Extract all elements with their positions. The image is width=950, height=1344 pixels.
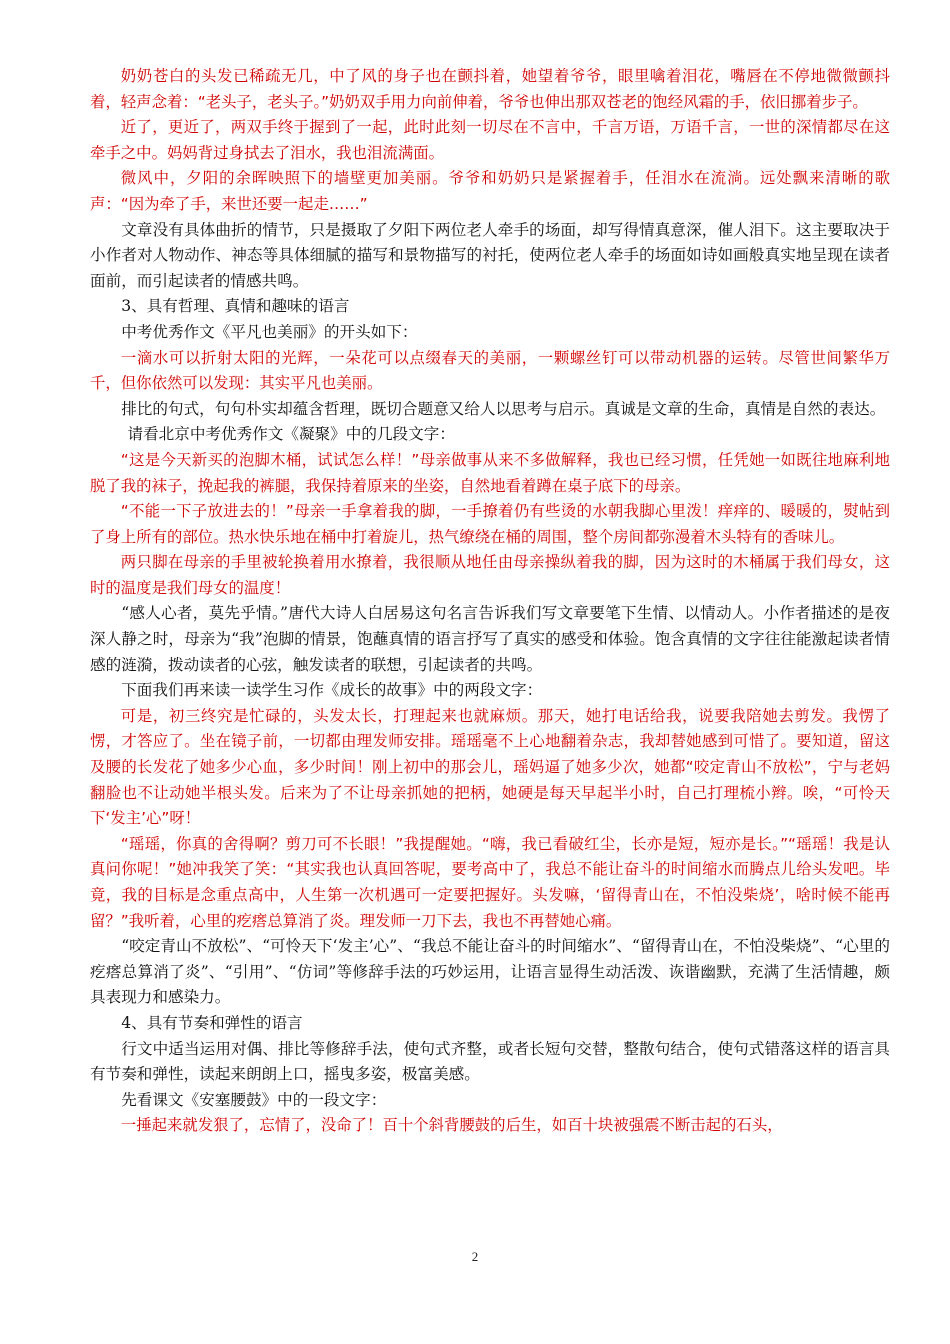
commentary-paragraph: 先看课文《安塞腰鼓》中的一段文字： — [121, 1090, 387, 1109]
commentary-paragraph: 行文中适当运用对偶、排比等修辞手法，使句式齐整，或者长短句交替，整散句结合，使句式错落这样的语言具有节奏和弹性，读起来朗朗上口，摇曳多姿，极富美感。 — [90, 1039, 890, 1084]
document-body — [90, 64, 890, 1139]
section-heading: 4、具有节奏和弹性的语言 — [121, 1013, 303, 1032]
commentary-paragraph: “咬定青山不放松”、“可怜天下‘发主’心”、“我总不能让奋斗的时间缩水”、“留得青山在，不怕没柴烧”、“心里的疙瘩总算消了炎”、“引用”、“仿词”等修辞手法的巧妙运用，让语言显得生动活泼、诙谐幽默，充满了生活情趣，颇具表现力和感染力。 — [90, 937, 890, 1007]
quote-paragraph: 奶奶苍白的头发已稀疏无几，中了风的身子也在颤抖着，她望着爷爷，眼里噙着泪花，嘴唇在不停地微微颤抖着，轻声念着：“老头子，老头子。”奶奶双手用力向前伸着，爷爷也伸出那双苍老的饱经风霜的手，依旧挪着步子。 — [90, 67, 890, 111]
quote-paragraph: 两只脚在母亲的手里被轮换着用水撩着，我很顺从地任由母亲操纵着我的脚，因为这时的木桶属于我们母女，这时的温度是我们母女的温度！ — [90, 553, 890, 597]
commentary-paragraph: 请看北京中考优秀作文《凝聚》中的几段文字： — [127, 425, 455, 444]
commentary-paragraph: 排比的句式，句句朴实却蕴含哲理，既切合题意又给人以思考与启示。真诚是文章的生命，真情是自然的表达。 — [121, 399, 886, 418]
quote-paragraph: 可是，初三终究是忙碌的，头发太长，打理起来也就麻烦。那天，她打电话给我，说要我陪她去剪发。我愣了愣，才答应了。坐在镜子前，一切都由理发师安排。瑶瑶毫不上心地翻着杂志，我却替她感到可惜了。要知道，留这及腰的长发花了她多少心血，多少时间！刚上初中的那会儿，瑶妈逼了她多少次，她都“咬定青山不放松”，宁与老妈翻脸也不让动她半根头发。后来为了不让母亲抓她的把柄，她硬是每天早起半小时，自己打理梳小辫。唉，“可怜天下‘发主’心”呀！ — [90, 706, 890, 828]
quote-paragraph: 一滴水可以折射太阳的光辉，一朵花可以点缀春天的美丽，一颗螺丝钉可以带动机器的运转。尽管世间繁华万千，但你依然可以发现：其实平凡也美丽。 — [90, 348, 890, 393]
commentary-paragraph: “感人心者，莫先乎情。”唐代大诗人白居易这句名言告诉我们写文章要笔下生情、以情动人。小作者描述的是夜深人静之时，母亲为“我”泡脚的情景，饱蘸真情的语言抒写了真实的感受和体验。饱含真情的文字往往能激起读者情感的涟漪，拨动读者的心弦，触发读者的联想，引起读者的共鸣。 — [90, 604, 890, 674]
page-number: 2 — [471, 1249, 479, 1264]
section-heading: 3、具有哲理、真情和趣味的语言 — [121, 297, 350, 316]
commentary-paragraph: 下面我们再来读一读学生习作《成长的故事》中的两段文字： — [121, 681, 543, 700]
quote-paragraph: “瑶瑶，你真的舍得啊？剪刀可不长眼！”我提醒她。“嗨，我已看破红尘，长亦是短，短亦是长。”“瑶瑶！我是认真问你呢！”她冲我笑了笑：“其实我也认真回答呢，要考高中了，我总不能让奋斗的时间缩水而腾点儿给头发吧。毕竟，我的目标是念重点高中，人生第一次机遇可一定要把握好。头发嘛，‘留得青山在，不怕没柴烧’，啥时候不能再留？”我听着，心里的疙瘩总算消了炎。理发师一刀下去，我也不再替她心痛。 — [90, 834, 890, 930]
commentary-paragraph: 文章没有具体曲折的情节，只是摄取了夕阳下两位老人牵手的场面，却写得情真意深，催人泪下。这主要取决于小作者对人物动作、神态等具体细腻的描写和景物描写的衬托，使两位老人牵手的场面如诗如画般真实地呈现在读者面前，而引起读者的情感共鸣。 — [90, 220, 890, 290]
quote-paragraph: 近了，更近了，两双手终于握到了一起，此时此刻一切尽在不言中，千言万语，万语千言，一世的深情都尽在这牵手之中。妈妈背过身拭去了泪水，我也泪流满面。 — [90, 118, 890, 162]
quote-paragraph: “这是今天新买的泡脚木桶，试试怎么样！”母亲做事从来不多做解释，我也已经习惯，任凭她一如既往地麻利地脱了我的袜子，挽起我的裤腿，我保持着原来的坐姿，自然地看着蹲在桌子底下的母亲。 — [90, 450, 890, 495]
quote-paragraph: 微风中，夕阳的余晖映照下的墙壁更加美丽。爷爷和奶奶只是紧握着手，任泪水在流淌。远处飘来清晰的歌声：“因为牵了手，来世还要一起走……” — [90, 169, 890, 213]
commentary-paragraph: 中考优秀作文《平凡也美丽》的开头如下： — [121, 322, 418, 341]
quote-paragraph: “不能一下子放进去的！”母亲一手拿着我的脚，一手撩着仍有些烫的水朝我脚心里泼！痒痒的、暖暖的，熨帖到了身上所有的部位。热水快乐地在桶中打着旋儿，热气缭绕在桶的周围，整个房间都弥漫着木头特有的香味儿。 — [90, 502, 890, 546]
quote-paragraph: 一捶起来就发狠了，忘情了，没命了！百十个斜背腰鼓的后生，如百十块被强震不断击起的石头， — [120, 1116, 783, 1135]
